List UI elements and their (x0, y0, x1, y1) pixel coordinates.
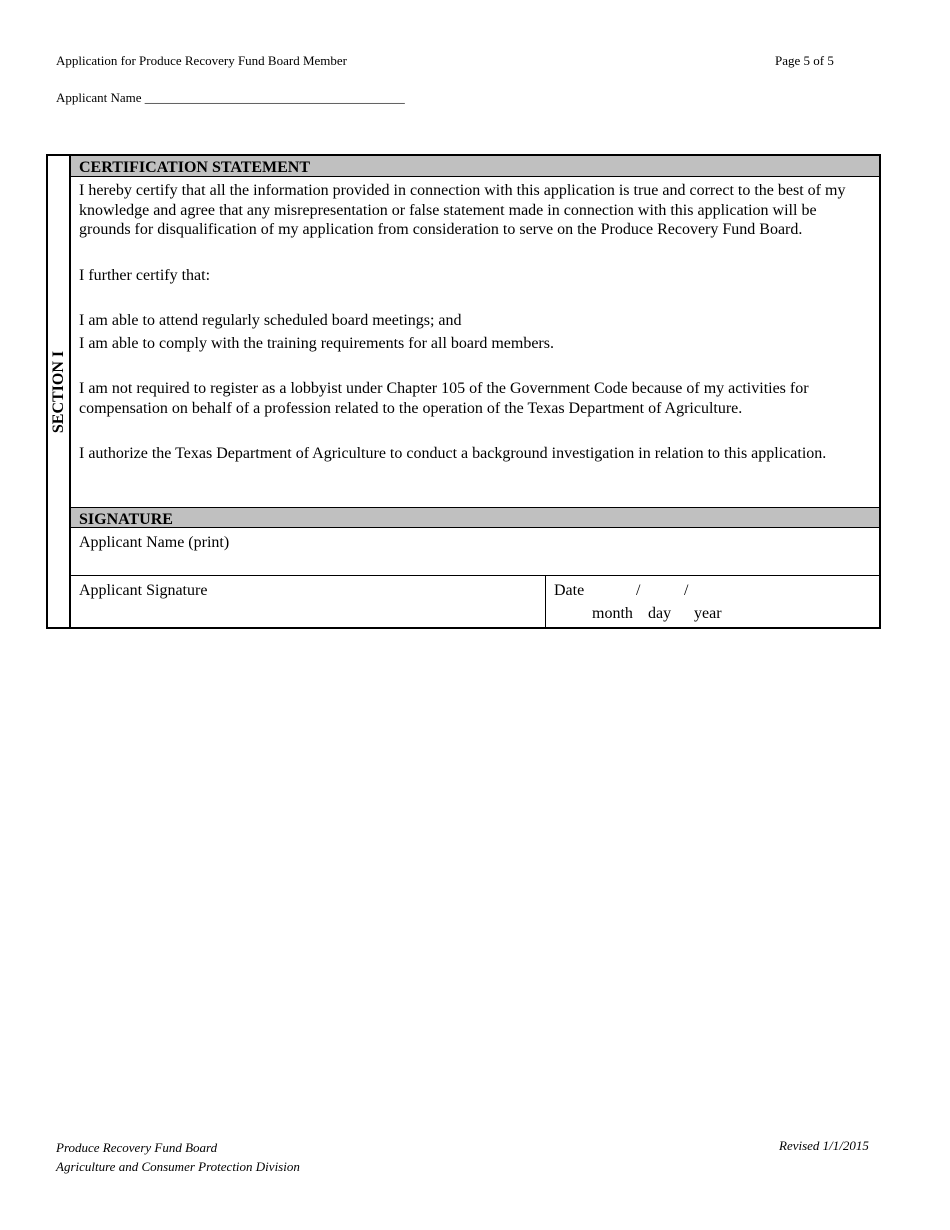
footer-revised: Revised 1/1/2015 (779, 1138, 869, 1153)
applicant-signature-field[interactable] (71, 576, 546, 627)
signature-heading: SIGNATURE (71, 507, 879, 528)
document-title: Application for Produce Recovery Fund Board Member (56, 53, 347, 68)
certification-heading: CERTIFICATION STATEMENT (71, 156, 879, 177)
certify-item-meetings: I am able to attend regularly scheduled board meetings; and (79, 312, 462, 329)
applicant-signature-label: Applicant Signature (79, 582, 208, 599)
page-number: Page 5 of 5 (775, 53, 834, 68)
certification-body (71, 177, 879, 507)
applicant-name-field[interactable]: Applicant Name ________________________________________ (56, 90, 405, 105)
applicant-name-print-label: Applicant Name (print) (79, 534, 230, 551)
footer-left (56, 1138, 300, 1176)
section-main (71, 156, 879, 627)
date-year-label: year (694, 605, 722, 622)
section-form (46, 154, 881, 629)
background-paragraph: I authorize the Texas Department of Agriculture to conduct a background investigation in relation to this application. (79, 445, 827, 462)
section-label: SECTION I (49, 350, 67, 434)
footer-board: Produce Recovery Fund Board (56, 1140, 218, 1155)
certify-item-training: I am able to comply with the training requirements for all board members. (79, 334, 554, 352)
date-field[interactable] (546, 576, 879, 627)
further-certify-text: I further certify that: (79, 266, 211, 284)
date-slash: / (636, 582, 641, 599)
lobbyist-paragraph: I am not required to register as a lobbyist under Chapter 105 of the Government Code because of my activities for compensation on behalf of a profession related to the operation of the Texas Department of Agriculture. (79, 380, 809, 417)
applicant-name-print-field[interactable] (71, 528, 879, 576)
section-label-column (48, 156, 71, 627)
certification-paragraph: I hereby certify that all the information provided in connection with this application is true and correct to the best of my knowledge and agree that any misrepresentation or false statement made in connection with this application will be grounds for disqualification of my application from consideration to serve on the Produce Recovery Fund Board. (79, 182, 846, 238)
signature-row (71, 576, 879, 627)
footer-division: Agriculture and Consumer Protection Division (56, 1159, 300, 1174)
date-label: Date (554, 582, 585, 599)
date-slash: / (684, 582, 689, 599)
date-day-label: day (648, 605, 672, 622)
date-month-label: month (592, 605, 633, 622)
